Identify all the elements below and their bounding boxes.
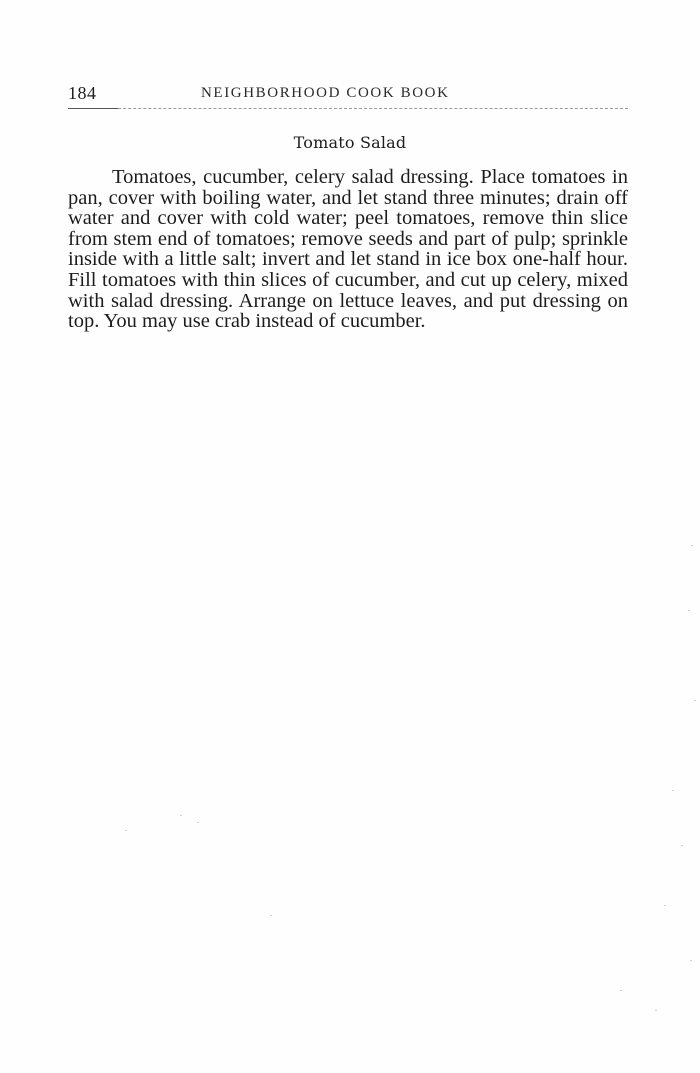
page-header <box>68 83 628 107</box>
header-rule <box>68 108 628 109</box>
recipe-title: Tomato Salad <box>293 133 407 152</box>
page-number: 184 <box>68 83 97 103</box>
header-rule-solid-segment <box>68 108 118 109</box>
recipe-body: Tomatoes, cucumber, celery salad dressing. Place tomatoes in pan, cover with boiling water, and let stand three minutes; drain off water and cover with cold water; peel tomatoes, remove thin slice from stem end of tomatoes; remove seeds and part of pulp; sprinkle inside with a little salt; invert and let stand in ice box one-half hour. Fill tomatoes with thin slices of cucumber, and cut up celery, mixed with salad dressing. Arrange on lettuce leaves, and put dressing on top. You may use crab instead of cucumber. <box>68 166 628 333</box>
running-head: NEIGHBORHOOD COOK BOOK <box>201 85 450 101</box>
